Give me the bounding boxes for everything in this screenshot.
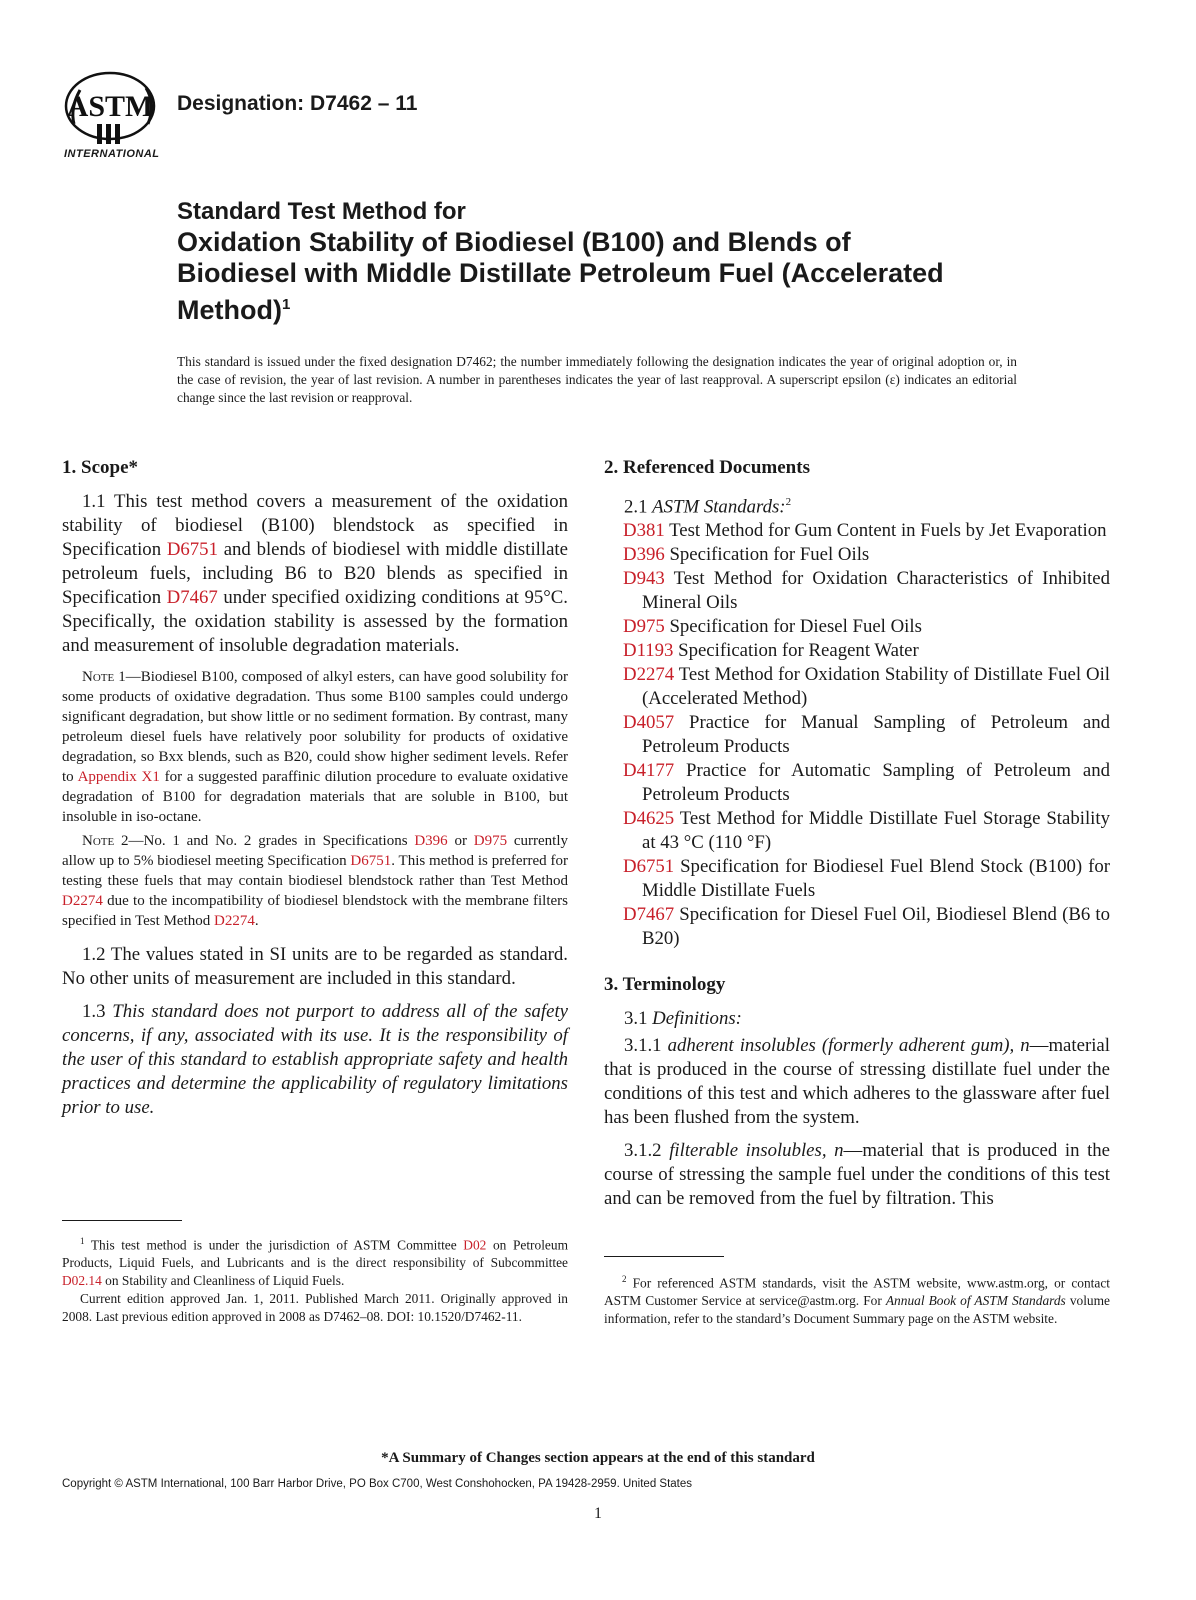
- referenced-document-title: Specification for Reagent Water: [673, 640, 919, 662]
- referenced-document-title: Practice for Manual Sampling of Petroleum and Petroleum Products: [642, 712, 1110, 758]
- p3-text: This standard does not purport to address all of the safety concerns, if any, associated with its use. It is the responsibility of the user of this standard to establish appropriate safety and health practices and determine the applicability of regulatory limitations prior to use.: [62, 1001, 569, 1118]
- paragraph-1-1: [62, 490, 568, 658]
- footnote-1-mark: 1: [80, 1236, 85, 1246]
- ref-link-d7467[interactable]: D7467: [166, 587, 218, 608]
- footnote-2-mark: 2: [622, 1274, 627, 1284]
- referenced-document-title: Test Method for Oxidation Stability of Distillate Fuel Oil (Accelerated Method): [642, 664, 1110, 710]
- ref-link-d4625[interactable]: D4625: [623, 808, 675, 830]
- title-line-1: Standard Test Method for: [177, 198, 466, 225]
- def-1-text: —material that is produced in the course of stressing distillate fuel under the conditions of this test and which adheres to the glassware after fuel has been flushed from the system.: [604, 1035, 1110, 1129]
- note-1-text-a: —Biodiesel B100, composed of alkyl esters, can have good solubility for some products of oxidative degradation. Thus some B100 samples could undergo significant degradation, but show little or no sediment formation. By contrast, many petroleum diesel fuels have relatively poor solubility for products of oxidative degradation, so Bxx blends, such as B20, could show higher sediment levels. Refer to: [62, 669, 568, 785]
- left-column: [62, 456, 568, 1129]
- def-1-term: adherent insolubles (formerly adherent gum), n: [667, 1035, 1030, 1057]
- p1-text-a: 1.1 This test method covers a measurement of the oxidation stability of biodiesel (B100) blendstock as specified in Specification: [62, 491, 568, 560]
- title-line-4: [177, 289, 1057, 326]
- referenced-document-title: Test Method for Middle Distillate Fuel Storage Stability at 43 °C (110 °F): [642, 808, 1110, 854]
- right-column: [604, 456, 1110, 1220]
- note-2-label: Note 2: [82, 833, 129, 849]
- svg-text:ASTM: ASTM: [66, 90, 154, 123]
- fn1-text-a: This test method is under the jurisdiction of ASTM Committee: [84, 1237, 464, 1253]
- note-1-label: Note 1: [82, 669, 126, 685]
- referenced-document-item: [604, 903, 1110, 951]
- referenced-document-title: Test Method for Gum Content in Fuels by Jet Evaporation: [664, 520, 1107, 542]
- referenced-document-title: Specification for Diesel Fuel Oil, Biodiesel Blend (B6 to B20): [642, 904, 1110, 950]
- section-heading-terminology: 3. Terminology: [604, 974, 726, 996]
- issued-note: This standard is issued under the fixed designation D7462; the number immediately following the designation indicates the year of original adoption or, in the case of revision, the year of last revision. A number in parentheses indicates the year of last reapproval. A superscript epsilon (ε) indicates an editorial change since the last revision or reapproval.: [177, 354, 1017, 405]
- note-1: [62, 667, 568, 827]
- referenced-document-item: [604, 759, 1110, 807]
- referenced-document-item: [604, 663, 1110, 711]
- title-footnote-mark: 1: [281, 296, 291, 313]
- referenced-document-title: Test Method for Oxidation Characteristics of Inhibited Mineral Oils: [642, 568, 1110, 614]
- definition-3-1-1: [604, 1034, 1110, 1130]
- section-heading-referenced-documents: 2. Referenced Documents: [604, 457, 810, 478]
- def-1-number: 3.1.1: [624, 1035, 668, 1057]
- ref-link-d6751[interactable]: D6751: [166, 539, 218, 560]
- p3-number: 1.3: [82, 1001, 113, 1022]
- ref-link-d02[interactable]: D02: [463, 1237, 487, 1253]
- paragraph-1-3: [62, 1000, 568, 1120]
- ref-link-d6751[interactable]: D6751: [350, 853, 392, 869]
- ref-link-d6751[interactable]: D6751: [623, 856, 675, 878]
- designation: Designation: D7462 – 11: [177, 92, 418, 115]
- def-2-term: filterable insolubles, n: [669, 1140, 844, 1162]
- copyright-line: Copyright © ASTM International, 100 Barr Harbor Drive, PO Box C700, West Conshohocken, PA 19428-2959. United States: [62, 1478, 693, 1490]
- note-2-text-c: . This method is preferred for testing these fuels that may contain biodiesel blendstock rather than Test Method: [62, 853, 568, 889]
- referenced-document-item: [604, 855, 1110, 903]
- ref-link-d975[interactable]: D975: [473, 833, 508, 849]
- def-2-number: 3.1.2: [624, 1140, 670, 1162]
- footnote-1: [62, 1232, 568, 1326]
- footnote-divider-left: [62, 1220, 182, 1221]
- p1-text-c: under specified oxidizing conditions at 95°C. Specifically, the oxidation stability is assessed by the formation and measurement of insoluble degradation materials.: [62, 587, 568, 656]
- subheading-title: ASTM Standards:: [652, 496, 786, 518]
- astm-logo: [62, 68, 174, 168]
- fn1-text-b: on Petroleum Products, Liquid Fuels, and Lubricants and is the direct responsibility of Subcommittee: [62, 1237, 568, 1271]
- fn2-italic: Annual Book of ASTM Standards: [885, 1293, 1066, 1309]
- ref-link-d396[interactable]: D396: [414, 833, 448, 849]
- ref-link-d2274[interactable]: D2274: [623, 664, 675, 686]
- ref-link-d943[interactable]: D943: [623, 568, 665, 590]
- document-title: [177, 196, 1057, 326]
- section-heading-scope: 1. Scope*: [62, 457, 138, 478]
- referenced-document-item: [604, 519, 1110, 543]
- note-2: [62, 831, 568, 931]
- referenced-document-item: [604, 543, 1110, 567]
- page-number: 1: [594, 1505, 602, 1522]
- note-1-text-b: for a suggested paraffinic dilution procedure to evaluate oxidative degradation of B100 for degradation materials that are soluble in B100, but insoluble in iso-octane.: [62, 769, 568, 825]
- referenced-document-item: [604, 567, 1110, 615]
- paragraph-1-2: 1.2 The values stated in SI units are to be regarded as standard. No other units of measurement are included in this standard.: [62, 944, 568, 989]
- ref-link-d381[interactable]: D381: [623, 520, 665, 542]
- note-2-text-d: due to the incompatibility of biodiesel blendstock with the membrane filters specified in Test Method: [62, 893, 568, 929]
- p1-text-b: and blends of biodiesel with middle distillate petroleum fuels, including B6 to B20 blends as specified in Specification: [62, 539, 568, 608]
- referenced-document-title: Specification for Fuel Oils: [664, 544, 870, 566]
- ref-link-d7467[interactable]: D7467: [623, 904, 675, 926]
- ref-link-d396[interactable]: D396: [623, 544, 665, 566]
- referenced-document-title: Practice for Automatic Sampling of Petroleum and Petroleum Products: [642, 760, 1110, 806]
- referenced-documents-list: [604, 519, 1110, 951]
- referenced-document-title: Specification for Diesel Fuel Oils: [664, 616, 922, 638]
- note-2-text-e: .: [254, 913, 259, 929]
- footnote-divider-right: [604, 1256, 724, 1257]
- footnote-2: [604, 1270, 1110, 1328]
- definitions-number: 3.1: [624, 1008, 653, 1030]
- note-2-text-b: currently allow up to 5% biodiesel meeting Specification: [62, 833, 569, 869]
- note-2-text-or: or: [447, 833, 474, 849]
- summary-of-changes-note: *A Summary of Changes section appears at the end of this standard: [381, 1450, 815, 1466]
- def-2-text: —material that is produced in the course of stressing the sample fuel under the conditions of this test and can be removed from the fuel by filtration. This: [604, 1140, 1111, 1210]
- referenced-document-item: [604, 639, 1110, 663]
- ref-link-d02-14[interactable]: D02.14: [62, 1273, 102, 1289]
- definitions-subheading: [604, 1007, 1110, 1031]
- referenced-document-item: [604, 711, 1110, 759]
- referenced-document-item: [604, 807, 1110, 855]
- title-line-2: Oxidation Stability of Biodiesel (B100) and Blends of: [177, 227, 851, 257]
- ref-link-d975[interactable]: D975: [623, 616, 665, 638]
- definitions-title: Definitions:: [652, 1008, 742, 1030]
- footnote-1-jurisdiction: [62, 1232, 568, 1290]
- fn2-text-b: volume information, refer to the standard’s Document Summary page on the ASTM website.: [604, 1293, 1110, 1327]
- subheading-footnote-mark: 2: [785, 496, 792, 508]
- astm-standards-subheading: [604, 490, 1110, 519]
- referenced-document-title: Specification for Biodiesel Fuel Blend Stock (B100) for Middle Distillate Fuels: [642, 856, 1110, 902]
- ref-link-d2274[interactable]: D2274: [213, 913, 255, 929]
- subheading-number: 2.1: [624, 496, 653, 518]
- title-line-3: Biodiesel with Middle Distillate Petroleum Fuel (Accelerated: [177, 258, 944, 288]
- referenced-document-item: [604, 615, 1110, 639]
- logo-label: INTERNATIONAL: [64, 148, 160, 160]
- title-line-4-text: Method): [177, 295, 282, 325]
- ref-link-appendix-x1[interactable]: Appendix X1: [77, 769, 160, 785]
- ref-link-d1193[interactable]: D1193: [623, 640, 674, 662]
- ref-link-d4057[interactable]: D4057: [623, 712, 675, 734]
- definition-3-1-2: [604, 1139, 1110, 1211]
- ref-link-d4177[interactable]: D4177: [623, 760, 675, 782]
- ref-link-d2274[interactable]: D2274: [62, 893, 103, 909]
- fn1-text-c: on Stability and Cleanliness of Liquid Fuels.: [101, 1273, 345, 1289]
- footnote-1-edition: Current edition approved Jan. 1, 2011. Published March 2011. Originally approved in 2008. Last previous edition approved in 2008 as D7462–08. DOI: 10.1520/D7462-11.: [62, 1291, 568, 1325]
- note-2-text-a: —No. 1 and No. 2 grades in Specifications: [128, 833, 415, 849]
- footnote-2-text: [604, 1270, 1110, 1328]
- fn2-text-a: For referenced ASTM standards, visit the ASTM website, www.astm.org, or contact ASTM Customer Service at service@astm.org. For: [604, 1275, 1110, 1309]
